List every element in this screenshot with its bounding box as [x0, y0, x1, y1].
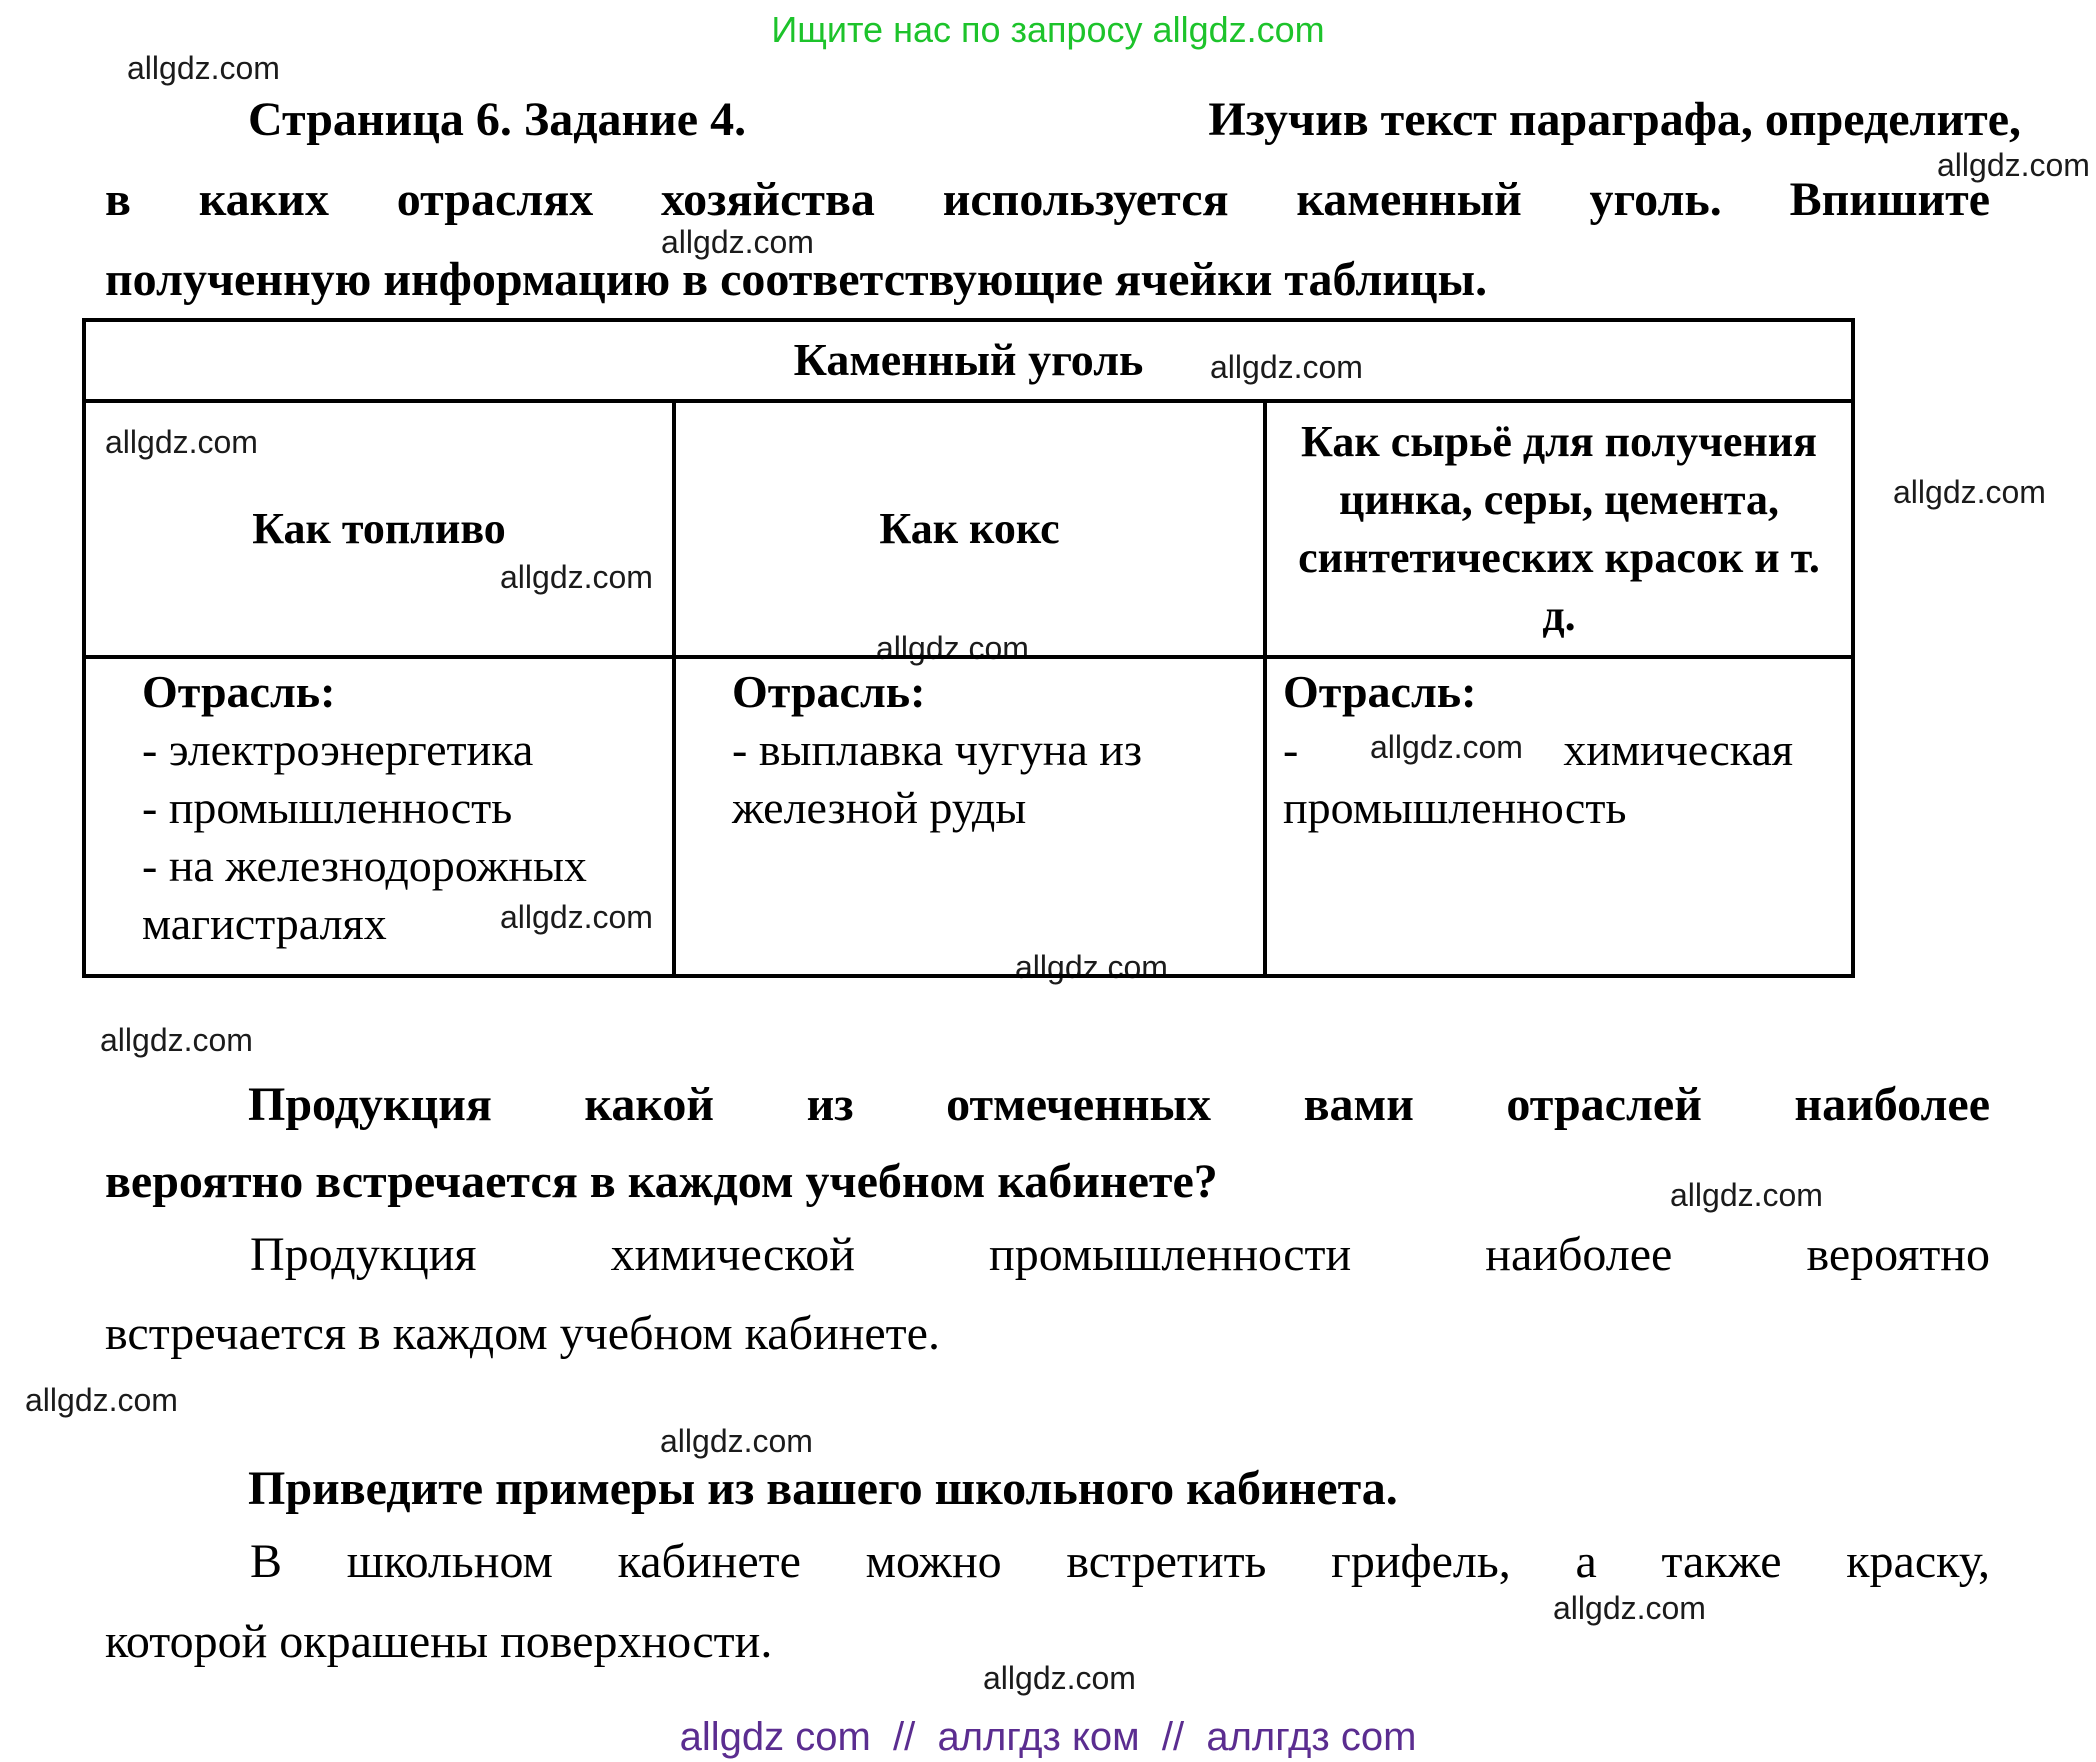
table-title: Каменный уголь	[86, 322, 1851, 403]
task-heading-line2: в каких отраслях хозяйства используется каменный уголь. Впишите	[105, 173, 1990, 226]
list-item: - выплавка чугуна из железной руды	[732, 724, 1143, 833]
list-item	[1283, 721, 1843, 779]
watermark: allgdz.com	[660, 1423, 813, 1459]
question1-line1: Продукция какой из отмеченных вами отраслей наиболее	[248, 1078, 1990, 1131]
row-label: Отрасль:	[732, 666, 926, 717]
row-label: Отрасль:	[1283, 666, 1477, 717]
column-fuel	[86, 403, 672, 974]
watermark: allgdz.com	[1015, 949, 1168, 985]
list-item-text: химическая	[1563, 724, 1794, 775]
list-item-continuation: промышленность	[1283, 782, 1627, 833]
answer1-line2: встречается в каждом учебном кабинете.	[105, 1307, 940, 1360]
watermark: allgdz.com	[983, 1660, 1136, 1696]
column-header-coke: Как кокс	[676, 403, 1263, 659]
question2: Приведите примеры из вашего школьного кабинета.	[248, 1462, 1398, 1515]
answer2-line2: которой окрашены поверхности.	[105, 1615, 773, 1668]
column-cell-fuel	[86, 659, 672, 974]
promo-banner: Ищите нас по запросу allgdz.com	[771, 9, 1325, 50]
task-heading-line3: полученную информацию в соответствующие ячейки таблицы.	[105, 253, 1488, 306]
watermark: allgdz.com	[25, 1382, 178, 1418]
list-item: - на железнодорожных магистралях	[142, 840, 587, 949]
watermark: allgdz.com	[1370, 729, 1523, 765]
watermark: allgdz.com	[1670, 1177, 1823, 1213]
column-header-raw-material: Как сырьё для получения цинка, серы, цемента, синтетических красок и т. д.	[1267, 403, 1851, 659]
row-label: Отрасль:	[142, 666, 336, 717]
list-item: - электроэнергетика	[142, 724, 534, 775]
task-intro: Изучив текст параграфа, определите,	[1208, 93, 2021, 146]
watermark: allgdz.com	[105, 424, 258, 460]
column-header-fuel: Как топливо	[86, 403, 672, 659]
list-dash: -	[1283, 724, 1299, 775]
column-raw-material	[1263, 403, 1851, 974]
list-item: - промышленность	[142, 782, 513, 833]
watermark: allgdz.com	[1210, 349, 1363, 385]
page-task-number: Страница 6. Задание 4.	[248, 93, 747, 146]
answer2-line1: В школьном кабинете можно встретить грифель, а также краску,	[250, 1535, 1990, 1588]
column-cell-coke	[676, 659, 1263, 974]
watermark: allgdz.com	[500, 559, 653, 595]
question1-line2: вероятно встречается в каждом учебном кабинете?	[105, 1155, 1218, 1208]
site-footer: allgdz com // аллгдз ком // аллгдз com	[679, 1715, 1417, 1759]
answer1-line1: Продукция химической промышленности наиболее вероятно	[250, 1228, 1990, 1281]
watermark: allgdz.com	[1937, 147, 2090, 183]
watermark: allgdz.com	[1893, 474, 2046, 510]
watermark: allgdz.com	[100, 1022, 253, 1058]
table-columns	[86, 403, 1851, 974]
task-heading-line1	[248, 90, 2021, 150]
watermark: allgdz.com	[876, 630, 1029, 666]
column-cell-raw-material	[1267, 659, 1851, 974]
watermark: allgdz.com	[127, 50, 280, 86]
watermark: allgdz.com	[661, 224, 814, 260]
coal-table	[82, 318, 1855, 978]
watermark: allgdz.com	[500, 899, 653, 935]
column-coke	[672, 403, 1263, 974]
watermark: allgdz.com	[1553, 1590, 1706, 1626]
